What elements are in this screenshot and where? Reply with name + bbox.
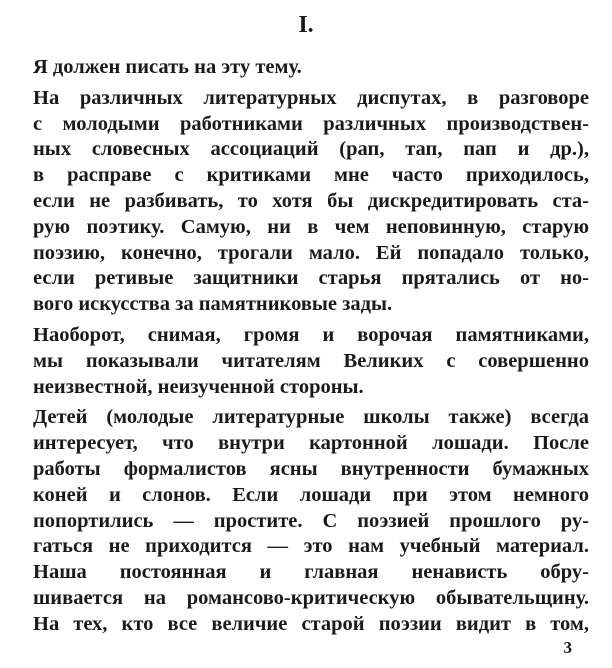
text-line: мы показывали читателям Великих с совершенно xyxy=(33,349,589,372)
text-line: На различных литературных диспутах, в разговоре xyxy=(33,86,589,109)
text-line: Наоборот, снимая, громя и ворочая памятниками, xyxy=(33,323,589,346)
text-line: попортились — простите. С поэзией прошлого ру- xyxy=(33,509,589,532)
text-line: гаться не приходится — это нам учебный материал. xyxy=(33,535,589,558)
text-line: Я должен писать на эту тему. xyxy=(33,56,302,78)
text-line: Детей (молодые литературные школы также) всегда xyxy=(33,406,589,429)
text-line: если не разбивать, то хотя бы дискредитировать ста- xyxy=(33,189,589,212)
text-line: если ретивые защитники старья прятались от но- xyxy=(33,267,589,290)
text-line: работы формалистов ясны внутренности бумажных xyxy=(33,457,589,480)
paragraph xyxy=(33,55,589,81)
text-line: вого искусства за памятниковые зады. xyxy=(33,293,393,316)
paragraph xyxy=(33,323,589,400)
text-line: Наша постоянная и главная ненависть обру- xyxy=(33,561,589,584)
text-line: коней и слонов. Если лошади при этом немного xyxy=(33,483,589,506)
chapter-heading: I. xyxy=(298,12,314,38)
text-line: шивается на романсово-критическую обывательщину. xyxy=(33,586,589,609)
paragraph xyxy=(33,405,589,637)
body-text xyxy=(33,55,589,638)
text-line: ных словесных ассоциаций (рап, тап, пап и др.), xyxy=(33,138,589,161)
text-line: На тех, кто все величие старой поэзии видит в том, xyxy=(33,612,589,635)
text-line: с молодыми работниками различных производствен- xyxy=(33,112,589,135)
paragraph xyxy=(33,86,589,318)
text-line: в расправе с критиками мне часто приходилось, xyxy=(33,164,589,187)
text-line: рую поэтику. Самую, ни в чем неповинную, старую xyxy=(33,215,589,238)
text-line: интересует, что внутри картонной лошади. После xyxy=(33,432,589,455)
page-number: 3 xyxy=(563,638,572,657)
text-line: поэзию, конечно, трогали мало. Ей попадало только, xyxy=(33,241,589,264)
text-line: неизвестной, неизученной стороны. xyxy=(33,375,364,398)
